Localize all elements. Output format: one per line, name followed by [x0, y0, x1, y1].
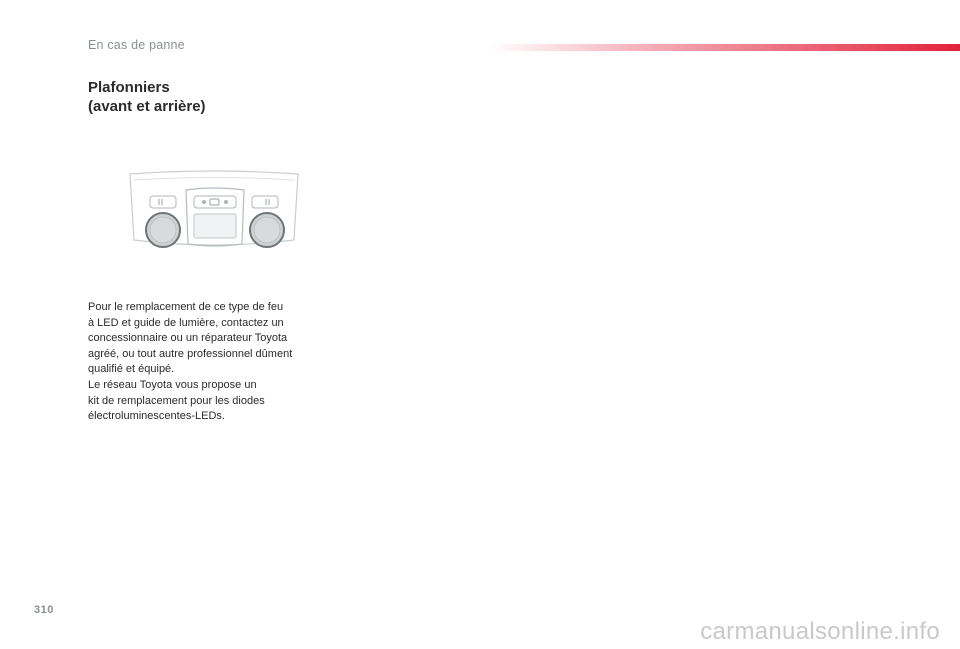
page-heading [88, 78, 206, 116]
paragraph-line: électroluminescentes-LEDs. [88, 410, 225, 423]
paragraph-line: à LED et guide de lumière, contactez un [88, 316, 284, 329]
body-paragraph [88, 300, 328, 425]
heading-line-2: (avant et arrière) [88, 98, 206, 115]
paragraph-line: concessionnaire ou un réparateur Toyota [88, 332, 288, 345]
section-title: En cas de panne [88, 38, 185, 52]
paragraph-line: agréé, ou tout autre professionnel dûment [88, 347, 293, 360]
paragraph-line: qualifié et équipé. [88, 363, 175, 376]
paragraph-line: Le réseau Toyota vous propose un [88, 378, 257, 391]
watermark: carmanualsonline.info [700, 618, 940, 645]
ceiling-light-illustration [124, 166, 304, 258]
paragraph-line: Pour le remplacement de ce type de feu [88, 301, 284, 313]
heading-line-1: Plafonniers [88, 79, 170, 96]
dome-button-icon [202, 200, 206, 204]
header-accent-bar [488, 44, 960, 51]
paragraph-line: kit de remplacement pour les diodes [88, 394, 265, 407]
page-number: 310 [34, 604, 54, 616]
switch-icon [210, 199, 219, 205]
